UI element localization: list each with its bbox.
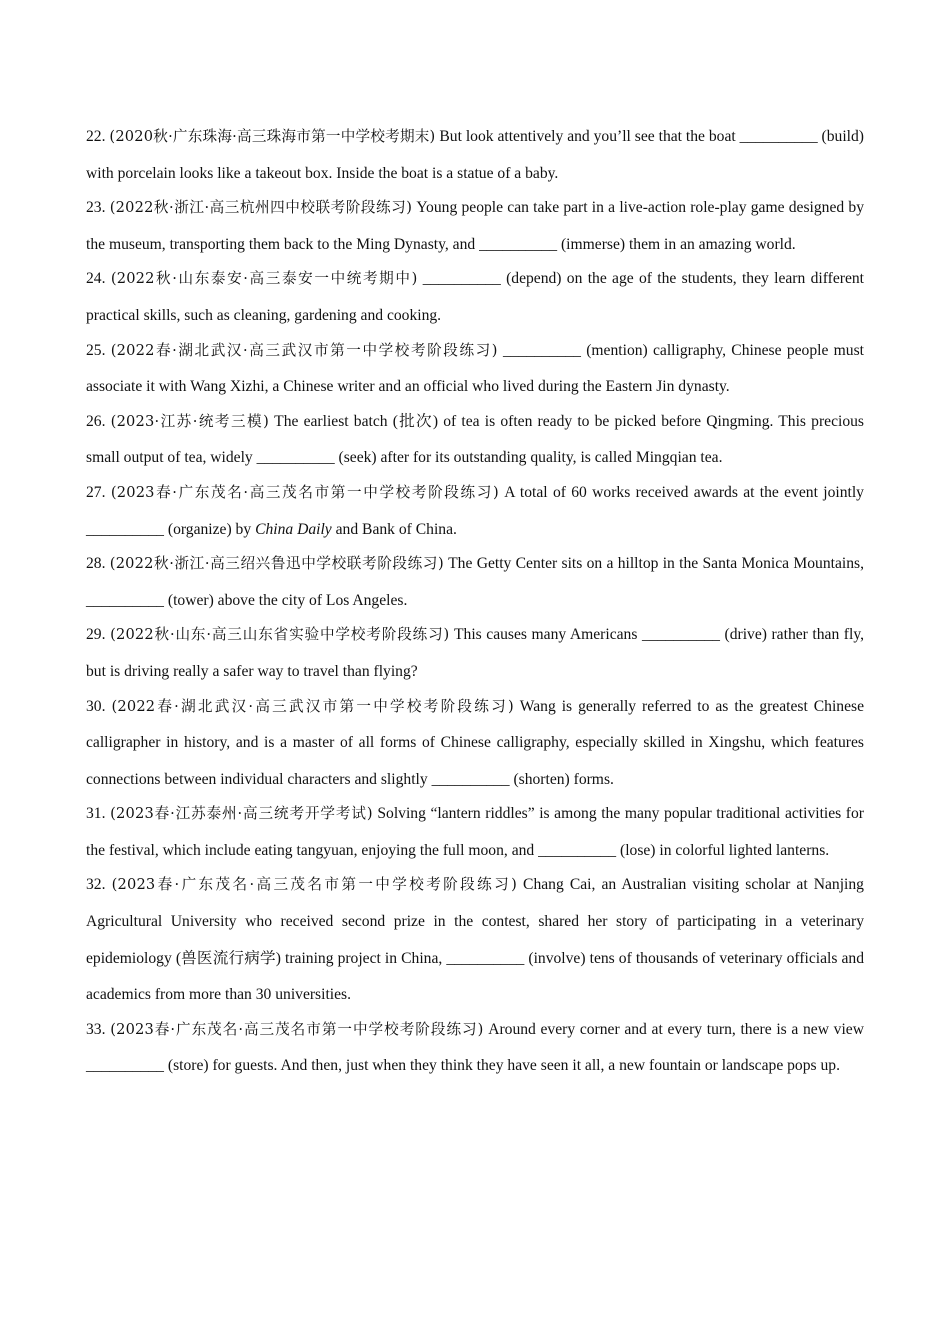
question-text: Young people can take part in a live-action role-play game designed by the museum, transporting them back to the Ming Dynasty, and bbox=[86, 199, 864, 253]
question-text: (involve) tens of thousands of veterinary officials and academics from more than 30 universities. bbox=[86, 949, 865, 1004]
question-29 bbox=[86, 617, 864, 690]
question-source: (2022秋·山东泰安·高三泰安一中统考期中) bbox=[110, 270, 418, 288]
question-number: 24. bbox=[86, 270, 106, 288]
question-text: and Bank of China. bbox=[335, 520, 457, 538]
question-text: Chang Cai, an Australian visiting scholar at Nanjing Agricultural University who received second prize in the contest, shared her story of participating in a veterinary epidemiology (兽医流行病学) training project in China, bbox=[86, 876, 864, 967]
question-number: 31. bbox=[86, 805, 106, 823]
question-text: The earliest batch (批次) of tea is often ready to be picked before Qingming. This precious small output of tea, widely bbox=[86, 412, 864, 467]
question-number: 25. bbox=[86, 341, 106, 359]
question-text: (tower) above the city of Los Angeles. bbox=[167, 591, 408, 609]
question-source: (2023·江苏·统考三模) bbox=[110, 412, 269, 430]
answer-blank[interactable]: __________ bbox=[739, 128, 818, 145]
answer-blank[interactable]: __________ bbox=[538, 841, 617, 859]
question-number: 22. bbox=[86, 128, 106, 145]
question-text: (seek) after for its outstanding quality, is called Mingqian tea. bbox=[338, 449, 723, 467]
question-text: The Getty Center sits on a hilltop in the Santa Monica Mountains, bbox=[448, 555, 864, 573]
question-27 bbox=[86, 475, 864, 548]
answer-blank[interactable]: __________ bbox=[446, 949, 525, 967]
newspaper-title: China Daily bbox=[255, 520, 332, 538]
question-source: (2022春·湖北武汉·高三武汉市第一中学校考阶段练习) bbox=[110, 341, 498, 359]
exercise-page bbox=[86, 119, 864, 1085]
question-text: Solving “lantern riddles” is among the many popular traditional activities for the festival, which include eating tangyuan, enjoying the full moon, and bbox=[86, 805, 864, 859]
question-text: Around every corner and at every turn, there is a new view bbox=[488, 1020, 864, 1038]
question-source: (2022秋·浙江·高三绍兴鲁迅中学校联考阶段练习) bbox=[109, 555, 444, 573]
question-number: 23. bbox=[86, 199, 106, 217]
question-text: (immerse) them in an amazing world. bbox=[560, 235, 796, 253]
question-source: (2022秋·山东·高三山东省实验中学校考阶段练习) bbox=[110, 626, 450, 644]
question-text: A total of 60 works received awards at the event jointly bbox=[504, 483, 864, 501]
question-number: 28. bbox=[86, 555, 106, 573]
answer-blank[interactable]: __________ bbox=[479, 235, 558, 253]
question-31 bbox=[86, 796, 864, 869]
question-text: (drive) rather than fly, but is driving really a safer way to travel than flying? bbox=[86, 626, 865, 680]
question-source: (2022秋·浙江·高三杭州四中校联考阶段练习) bbox=[109, 199, 413, 217]
question-number: 32. bbox=[86, 876, 106, 894]
question-text: (depend) on the age of the students, they learn different practical skills, such as cleaning, gardening and cooking. bbox=[86, 270, 865, 324]
answer-blank[interactable]: __________ bbox=[502, 341, 581, 359]
question-26 bbox=[86, 404, 864, 477]
question-text: This causes many Americans bbox=[454, 626, 638, 644]
question-text: (organize) by bbox=[167, 520, 252, 538]
question-source: (2023春·广东茂名·高三茂名市第一中学校考阶段练习) bbox=[110, 483, 499, 501]
answer-blank[interactable]: __________ bbox=[431, 770, 510, 788]
question-source: (2023春·广东茂名·高三茂名市第一中学校考阶段练习) bbox=[110, 1020, 484, 1038]
question-number: 33. bbox=[86, 1020, 106, 1038]
question-30 bbox=[86, 689, 864, 799]
question-source: (2020秋·广东珠海·高三珠海市第一中学校考期末) bbox=[109, 128, 436, 145]
question-22 bbox=[86, 119, 864, 192]
question-number: 27. bbox=[86, 483, 106, 501]
question-text: Wang is generally referred to as the greatest Chinese calligrapher in history, and is a master of all forms of Chinese calligraphy, especially skilled in Xingshu, which features connections between individual characters and slightly bbox=[86, 697, 864, 788]
question-number: 30. bbox=[86, 697, 106, 715]
answer-blank[interactable]: __________ bbox=[86, 1057, 164, 1075]
question-32 bbox=[86, 867, 864, 1013]
question-source: (2023春·江苏泰州·高三统考开学考试) bbox=[110, 805, 373, 823]
answer-blank[interactable]: __________ bbox=[86, 591, 164, 609]
question-23 bbox=[86, 190, 864, 263]
question-text: (lose) in colorful lighted lanterns. bbox=[620, 841, 830, 859]
question-source: (2022春·湖北武汉·高三武汉市第一中学校考阶段练习) bbox=[111, 697, 514, 715]
question-number: 29. bbox=[86, 626, 106, 644]
question-33 bbox=[86, 1012, 864, 1085]
question-text: (shorten) forms. bbox=[513, 770, 614, 788]
answer-blank[interactable]: __________ bbox=[256, 449, 335, 467]
question-24 bbox=[86, 261, 864, 334]
question-text: But look attentively and you’ll see that the boat bbox=[439, 128, 736, 145]
question-text: (store) for guests. And then, just when they think they have seen it all, a new fountain or landscape pops up. bbox=[167, 1057, 840, 1075]
question-28 bbox=[86, 546, 864, 619]
question-number: 26. bbox=[86, 412, 106, 430]
answer-blank[interactable]: __________ bbox=[86, 520, 164, 538]
question-text: (mention) calligraphy, Chinese people must associate it with Wang Xizhi, a Chinese writer and an official who lived during the Eastern Jin dynasty. bbox=[86, 341, 864, 396]
answer-blank[interactable]: __________ bbox=[641, 626, 720, 644]
question-source: (2023春·广东茂名·高三茂名市第一中学校考阶段练习) bbox=[111, 876, 517, 894]
question-text: (build) with porcelain looks like a takeout box. Inside the boat is a statue of a baby. bbox=[86, 128, 864, 182]
question-25 bbox=[86, 333, 864, 406]
answer-blank[interactable]: __________ bbox=[422, 270, 501, 288]
